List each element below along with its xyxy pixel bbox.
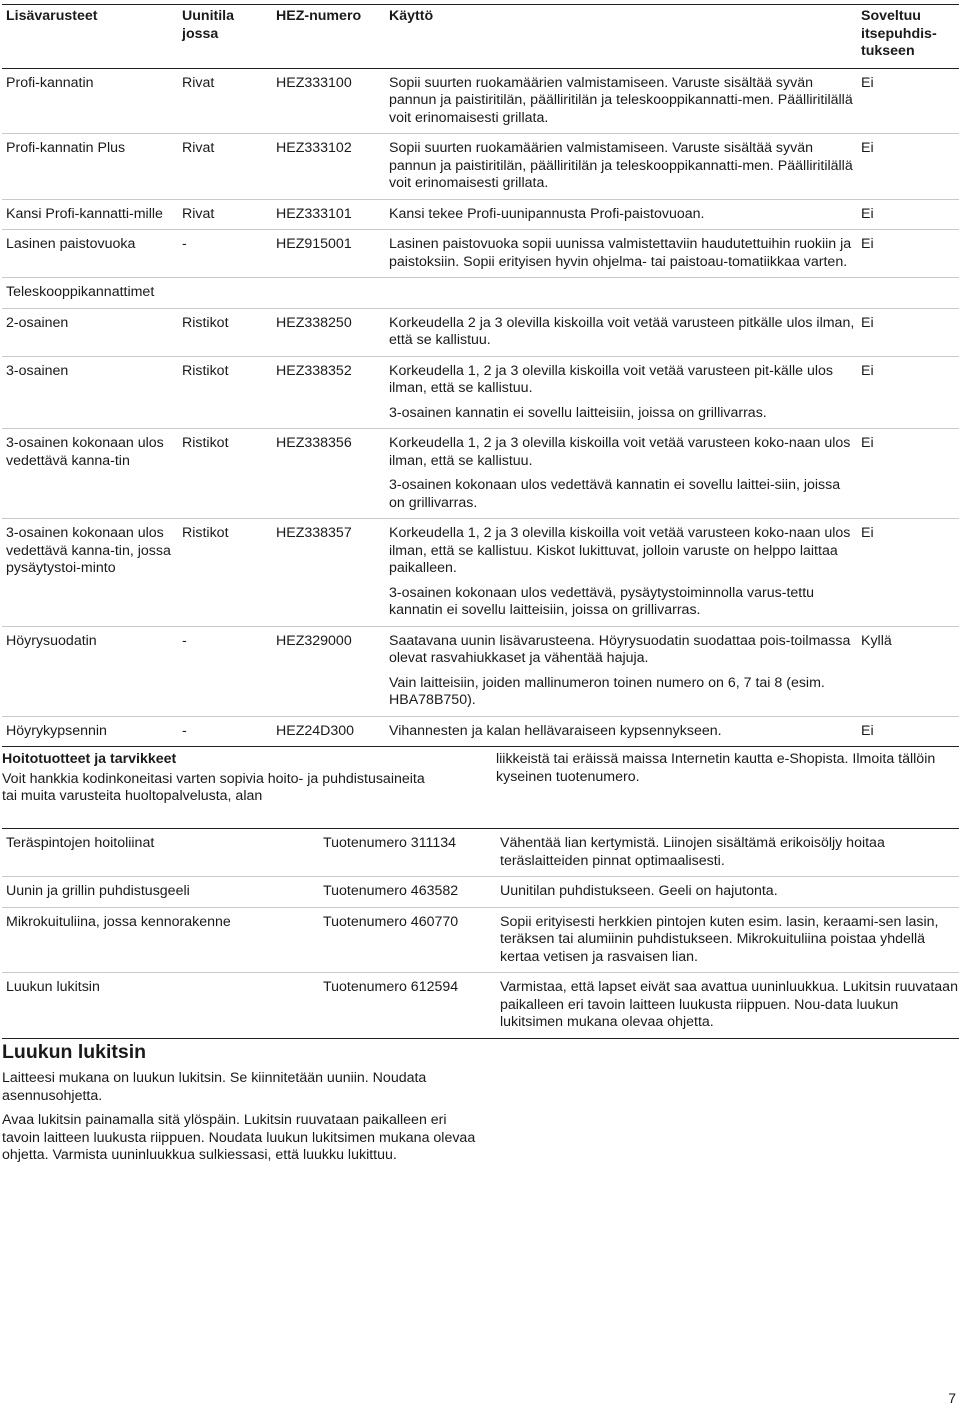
door-lock-paragraph: Avaa lukitsin painamalla sitä ylöspäin. Lukitsin ruuvataan paikalleen eri tavoin laitteen luukusta riippuen. Noudata luukun lukitsimen mukana olevaa ohjetta. Varmista uuninluukkua sulkiessasi, että luukku lukittuu.	[2, 1112, 476, 1163]
usage-text: Korkeudella 1, 2 ja 3 olevilla kiskoilla voit vetää varusteen pit-källe ulos ilman, että se kallistuu.	[389, 362, 833, 396]
usage-text: Korkeudella 2 ja 3 olevilla kiskoilla voit vetää varusteen pitkälle ulos ilman, että se kallistuu.	[389, 314, 855, 348]
header-use: Käyttö	[389, 8, 434, 24]
product-number: Tuotenumero 612594	[323, 979, 459, 995]
table-row	[2, 200, 959, 231]
table-row	[2, 519, 959, 627]
door-lock-paragraph: Laitteesi mukana on luukun lukitsin. Se kiinnitetään uuniin. Noudata asennusohjetta.	[2, 1070, 427, 1104]
care-intro-text-right: liikkeistä tai eräissä maissa Internetin kautta e-Shopista. Ilmoita tällöin kyseinen tuotenumero.	[496, 751, 936, 785]
oven-space: Ristikot	[182, 314, 229, 331]
product-number: Tuotenumero 311134	[323, 835, 457, 851]
care-title: Hoitotuotteet ja tarvikkeet	[2, 751, 177, 767]
care-intro-left	[2, 751, 442, 806]
usage-text: Lasinen paistovuoka sopii uunissa valmistettaviin haudutettuihin ruokiin ja paistoksiin. Sopii erityisen hyvin ohjelma- tai paistoau-tomatiikkaa varten.	[389, 236, 852, 270]
hez-number: HEZ338357	[276, 525, 352, 541]
usage-cell	[385, 206, 857, 224]
table-row	[2, 717, 959, 748]
oven-space: -	[182, 236, 187, 252]
hez-number: HEZ338356	[276, 435, 352, 451]
hez-number: HEZ333101	[276, 205, 352, 222]
care-intro-right	[496, 751, 958, 786]
product-number: Tuotenumero 460770	[323, 913, 459, 930]
usage-cell	[385, 140, 857, 193]
usage-text: Sopii suurten ruokamäärien valmistamiseen. Varuste sisältää syvän pannun ja paistiritilän, päälliritilän ja teleskooppikannatti-men. Päälliritilällä voit erinomaisesti grillata.	[389, 74, 853, 126]
usage-text: Korkeudella 1, 2 ja 3 olevilla kiskoilla voit vetää varusteen koko-naan ulos ilman, että se kallistuu. Kiskot lukittuvat, jolloin varuste on helppo laittaa paikalleen.	[389, 525, 851, 576]
table-row	[2, 627, 959, 717]
usage-cell	[385, 435, 857, 512]
oven-space: Rivat	[182, 140, 215, 156]
usage-cell	[385, 633, 857, 710]
pyrolysis-suitable: Ei	[861, 314, 874, 331]
product-name: Luukun lukitsin	[6, 979, 100, 995]
hez-number: HEZ338352	[276, 362, 352, 379]
oven-space: Ristikot	[182, 362, 229, 379]
pyrolysis-suitable: Ei	[861, 435, 874, 451]
usage-text: Vihannesten ja kalan hellävaraiseen kypsennykseen.	[389, 722, 722, 739]
usage-cell	[385, 315, 857, 350]
accessories-table	[2, 4, 959, 747]
product-number: Tuotenumero 463582	[323, 883, 459, 899]
table-row	[2, 908, 959, 974]
header-oven-space: Uunitila jossa	[182, 8, 235, 42]
accessories-table-header	[2, 4, 959, 69]
usage-cell	[385, 75, 857, 128]
table-row	[2, 429, 959, 519]
accessories-table-body	[2, 69, 959, 748]
table-row	[2, 877, 959, 908]
usage-text: Saatavana uunin lisävarusteena. Höyrysuodatin suodattaa pois-toilmassa olevat rasvahiukkaset ja vähentää hajuja.	[389, 632, 851, 666]
table-row	[2, 134, 959, 200]
door-lock-section	[2, 1040, 482, 1172]
accessory-name: Profi-kannatin Plus	[6, 140, 126, 156]
oven-space: Rivat	[182, 205, 215, 222]
pyrolysis-suitable: Ei	[861, 525, 874, 541]
product-description: Varmistaa, että lapset eivät saa avattua uuninluukkua. Lukitsin ruuvataan paikalleen eri tavoin laitteen luukusta riippuen. Nou-data luukun lukitsimen mukana olevaa ohjetta.	[500, 979, 958, 1030]
table-row	[2, 829, 959, 877]
door-lock-heading: Luukun lukitsin	[2, 1041, 147, 1063]
oven-space: Ristikot	[182, 435, 229, 451]
accessory-name: 3-osainen	[6, 362, 69, 379]
hez-number: HEZ338250	[276, 314, 352, 331]
accessory-name: Höyrykypsennin	[6, 722, 107, 739]
accessory-name: Lasinen paistovuoka	[6, 236, 136, 252]
oven-space: -	[182, 632, 187, 649]
product-name: Mikrokuituliina, jossa kennorakenne	[6, 913, 231, 930]
table-row	[2, 309, 959, 357]
table-row	[2, 357, 959, 430]
hez-number: HEZ333102	[276, 140, 352, 156]
product-description: Sopii erityisesti herkkien pintojen kuten esim. lasin, keraami-sen lasin, teräksen tai alumiinin puhdistukseen. Mikrokuituliina poistaa yhdellä kertaa vetisen ja rasvaisen lian.	[500, 913, 939, 965]
oven-space: Ristikot	[182, 525, 229, 541]
oven-space: Rivat	[182, 74, 215, 91]
usage-cell	[385, 236, 857, 271]
usage-text: 3-osainen kokonaan ulos vedettävä, pysäytystoiminnolla varus-tettu kannatin ei sovellu laitteisiin, joissa on grillivarras.	[389, 584, 815, 618]
accessory-name: Höyrysuodatin	[6, 632, 97, 649]
table-row	[2, 69, 959, 135]
pyrolysis-suitable: Ei	[861, 205, 874, 222]
pyrolysis-suitable: Ei	[861, 236, 874, 252]
accessory-name: Kansi Profi-kannatti-mille	[6, 205, 163, 222]
header-accessory: Lisävarusteet	[6, 8, 98, 24]
pyrolysis-suitable: Kyllä	[861, 632, 892, 649]
product-name: Uunin ja grillin puhdistusgeeli	[6, 883, 190, 899]
usage-text: 3-osainen kannatin ei sovellu laitteisiin, joissa on grillivarras.	[389, 404, 767, 421]
table-row	[2, 230, 959, 278]
product-name: Teräspintojen hoitoliinat	[6, 835, 155, 851]
hez-number: HEZ24D300	[276, 722, 355, 739]
accessory-name: 3-osainen kokonaan ulos vedettävä kanna-tin, jossa pysäytystoi-minto	[6, 525, 171, 576]
usage-text: Korkeudella 1, 2 ja 3 olevilla kiskoilla voit vetää varusteen koko-naan ulos ilman, että se kallistuu.	[389, 435, 851, 469]
usage-text: Sopii suurten ruokamäärien valmistamiseen. Varuste sisältää syvän pannun ja paistiritilän, päälliritilän ja teleskooppikannatti-men. Päälliritilällä voit erinomaisesti grillata.	[389, 140, 853, 191]
usage-text: Kansi tekee Profi-uunipannusta Profi-paistovuoan.	[389, 205, 705, 222]
pyrolysis-suitable: Ei	[861, 362, 874, 379]
hez-number: HEZ329000	[276, 632, 352, 649]
table-row	[2, 973, 959, 1039]
usage-cell	[385, 363, 857, 423]
hez-number: HEZ915001	[276, 236, 352, 252]
usage-text: 3-osainen kokonaan ulos vedettävä kannatin ei sovellu laittei-siin, joissa on grillivarras.	[389, 477, 841, 511]
table-section-heading: Teleskooppikannattimet	[2, 278, 959, 309]
header-pyrolysis: Soveltuu itsepuhdis-tukseen	[861, 8, 937, 59]
accessory-name: Profi-kannatin	[6, 74, 94, 91]
care-products-table	[2, 828, 959, 1039]
header-hez-number: HEZ-numero	[276, 8, 362, 24]
hez-number: HEZ333100	[276, 74, 352, 91]
accessory-name: 3-osainen kokonaan ulos vedettävä kanna-tin	[6, 435, 164, 469]
usage-cell	[385, 525, 857, 620]
pyrolysis-suitable: Ei	[861, 722, 874, 739]
product-description: Uunitilan puhdistukseen. Geeli on hajutonta.	[500, 883, 778, 899]
oven-space: -	[182, 722, 187, 739]
pyrolysis-suitable: Ei	[861, 74, 874, 91]
accessory-name: 2-osainen	[6, 314, 69, 331]
usage-cell	[385, 723, 857, 741]
care-intro-text-left: Voit hankkia kodinkoneitasi varten sopivia hoito- ja puhdistusaineita tai muita varusteita huoltopalvelusta, alan	[2, 770, 425, 804]
page-number: 7	[948, 1390, 956, 1406]
product-description: Vähentää lian kertymistä. Liinojen sisältämä erikoisöljy hoitaa teräslaitteiden pinnat optimaalisesti.	[500, 835, 885, 869]
pyrolysis-suitable: Ei	[861, 140, 874, 156]
usage-text: Vain laitteisiin, joiden mallinumeron toinen numero on 6, 7 tai 8 (esim. HBA78B750).	[389, 674, 825, 708]
